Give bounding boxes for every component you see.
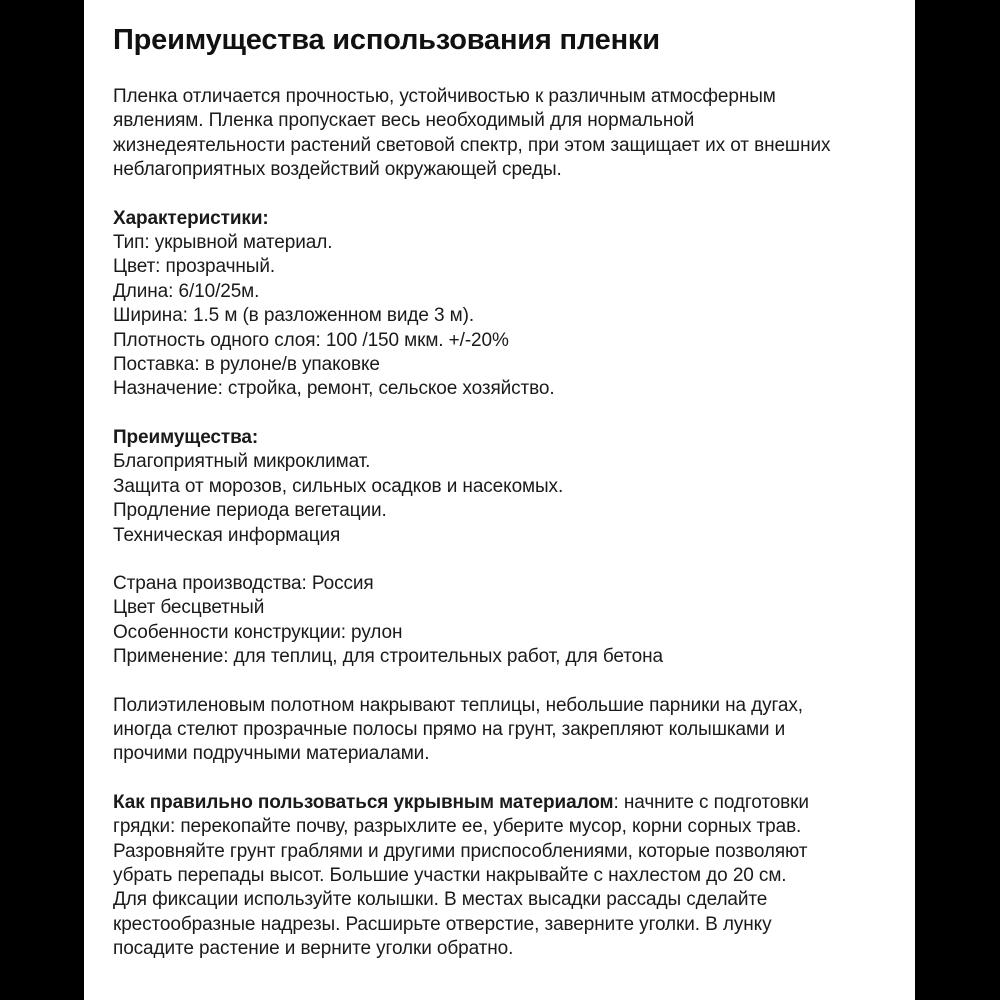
text-line: грядки: перекопайте почву, разрыхлите ее, уберите мусор, корни сорных трав. (113, 816, 802, 838)
text-line: крестообразные надрезы. Расширьте отверстие, заверните уголки. В лунку (113, 913, 772, 935)
howto-paragraph (113, 791, 903, 962)
text-line: Полиэтиленовым полотном накрывают теплицы, небольшие парники на дугах, (113, 694, 803, 716)
characteristic-density: Плотность одного слоя: 100 /150 мкм. +/-20% (113, 329, 509, 351)
tech-info-construction: Особенности конструкции: рулон (113, 621, 403, 643)
text-line: убрать перепады высот. Большие участки накрывайте с нахлестом до 20 см. (113, 864, 787, 886)
howto-lead-line (113, 791, 903, 815)
characteristic-length: Длина: 6/10/25м. (113, 280, 260, 302)
tech-info-section (113, 572, 903, 670)
advantage-item: Продление периода вегетации. (113, 500, 387, 522)
characteristics-heading: Характеристики: (113, 207, 269, 229)
howto-lead-rest: : начните с подготовки (613, 791, 809, 813)
advantage-item: Защита от морозов, сильных осадков и насекомых. (113, 475, 564, 497)
text-line: неблагоприятных воздействий окружающей среды. (113, 159, 562, 181)
advantage-item: Благоприятный микроклимат. (113, 451, 371, 473)
description-panel (84, 0, 915, 1000)
tech-info-application: Применение: для теплиц, для строительных работ, для бетона (113, 646, 663, 668)
tech-info-color: Цвет бесцветный (113, 597, 265, 619)
tech-info-country: Страна производства: Россия (113, 572, 374, 594)
advantage-item: Техническая информация (113, 524, 341, 546)
characteristic-color: Цвет: прозрачный. (113, 256, 276, 278)
right-black-bar (915, 0, 1000, 1000)
advantages-section (113, 426, 903, 548)
text-line: иногда стелют прозрачные полосы прямо на грунт, закрепляют колышками и (113, 718, 786, 740)
characteristic-delivery: Поставка: в рулоне/в упаковке (113, 354, 380, 376)
text-line: жизнедеятельности растений световой спектр, при этом защищает их от внешних (113, 134, 831, 156)
howto-lead-bold: Как правильно пользоваться укрывным материалом (113, 791, 614, 813)
characteristic-purpose: Назначение: стройка, ремонт, сельское хозяйство. (113, 378, 555, 400)
intro-paragraph (113, 85, 903, 183)
advantages-heading: Преимущества: (113, 426, 259, 448)
text-line: Пленка отличается прочностью, устойчивостью к различным атмосферным (113, 86, 776, 107)
characteristics-section (113, 207, 903, 402)
characteristic-type: Тип: укрывной материал. (113, 232, 333, 254)
text-line: прочими подручными материалами. (113, 743, 430, 765)
characteristic-width: Ширина: 1.5 м (в разложенном виде 3 м). (113, 305, 475, 327)
page-title: Преимущества использования пленки (113, 24, 660, 56)
text-line: посадите растение и верните уголки обратно. (113, 938, 514, 960)
text-line: Разровняйте грунт граблями и другими приспособлениями, которые позволяют (113, 840, 808, 862)
left-black-bar (0, 0, 84, 1000)
usage-paragraph (113, 694, 903, 767)
text-line: явлениям. Пленка пропускает весь необходимый для нормальной (113, 110, 695, 132)
text-line: Для фиксации используйте колышки. В местах высадки рассады сделайте (113, 889, 768, 911)
